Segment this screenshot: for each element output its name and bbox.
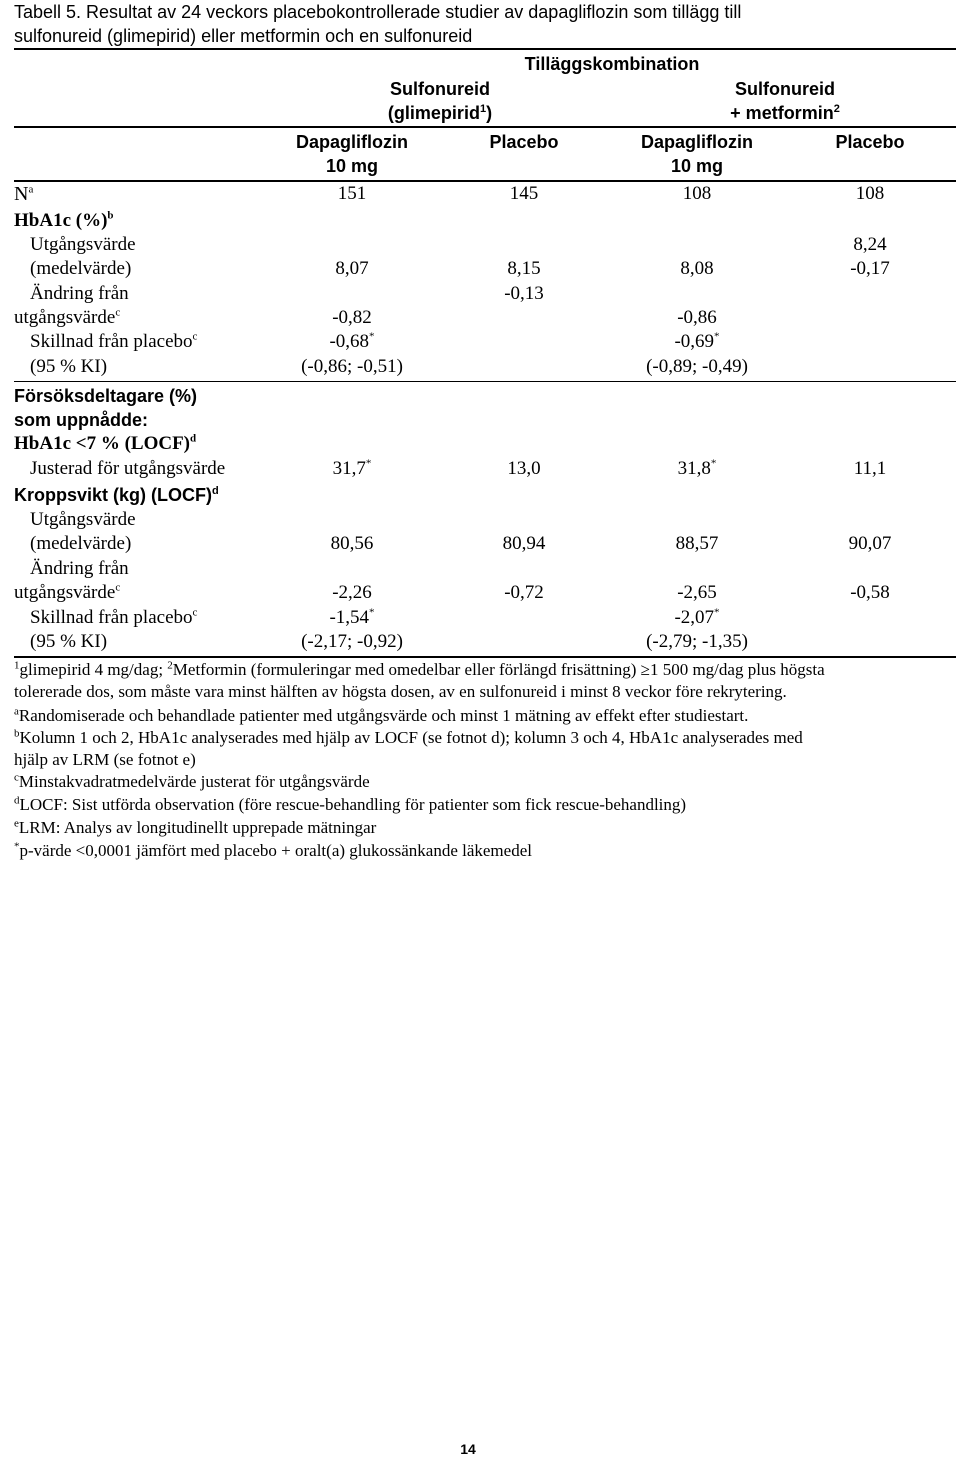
section-rule-1	[14, 381, 956, 382]
label-change-l1: Ändring från	[30, 283, 129, 304]
footnote-1: $^1$glimepirid 4 mg/dag; $^2$Metformin (formuleringar med omedelbar eller förlängd frisättning) ≥1 500 mg/dag plus högsta	[14, 659, 825, 679]
label-adjusted: Justerad för utgångsvärde	[30, 458, 226, 479]
section-weight: Kroppsvikt (kg) (LOCF)$^d$	[14, 485, 219, 505]
table-caption-line-2	[14, 25, 472, 47]
header-bottom-rule	[14, 180, 956, 182]
section-pct-l1: Försöksdeltagare (%)	[14, 386, 198, 406]
cell-w-baseline-3: 88,57	[675, 533, 719, 554]
cell-hba1c-change-1: -0,82	[332, 307, 372, 328]
cell-n-3: 108	[682, 183, 712, 204]
section-pct-l3: HbA1c <7 % (LOCF)$^d$	[14, 432, 197, 454]
cell-hba1c-baseline-4: 8,24	[853, 234, 887, 255]
page-number: 14	[460, 1441, 476, 1457]
label-baseline-l2: (medelvärde)	[30, 258, 132, 279]
cell-hba1c-change-4: -0,17	[850, 258, 890, 279]
label-w-ci: (95 % KI)	[30, 631, 108, 652]
header-col2-name: Placebo	[489, 132, 559, 152]
label-w-baseline-l2: (medelvärde)	[30, 533, 132, 554]
label-baseline-l1: Utgångsvärde	[30, 234, 136, 255]
label-ci: (95 % KI)	[30, 356, 108, 377]
cell-hba1c-diff-1: -0,68*	[329, 330, 375, 352]
header-col1-name: Dapagliflozin	[296, 132, 408, 152]
cell-n-2: 145	[509, 183, 539, 204]
section-hba1c: HbA1c (%)$^b$	[14, 209, 114, 231]
label-w-change-l2: utgångsvärde$^c$	[14, 581, 121, 603]
cell-w-baseline-4: 90,07	[848, 533, 892, 554]
footnote-e: $^e$LRM: Analys av longitudinellt upprepade mätningar	[14, 817, 377, 837]
cell-adj-1: 31,7*	[332, 457, 372, 479]
cell-hba1c-ci-3: (-0,89; -0,49)	[646, 356, 748, 377]
table-caption	[14, 1, 741, 23]
cell-w-ci-1: (-2,17; -0,92)	[301, 631, 403, 652]
cell-adj-3: 31,8*	[677, 457, 717, 479]
footnote-d: $^d$LOCF: Sist utförda observation (före rescue-behandling för patienter som fick rescue-behandling)	[14, 794, 687, 814]
header-col3-name: Dapagliflozin	[641, 132, 753, 152]
cell-w-change-4: -0,58	[850, 582, 890, 603]
cell-w-diff-1: -1,54*	[329, 606, 375, 628]
cell-n-4: 108	[855, 183, 885, 204]
caption-line-1: Tabell 5. Resultat av 24 veckors placebokontrollerade studier av dapagliflozin som tillägg till	[14, 2, 742, 22]
caption-line-2: sulfonureid (glimepirid) eller metformin och en sulfonureid	[14, 26, 473, 46]
top-rule	[14, 48, 956, 50]
header-col4-name: Placebo	[835, 132, 905, 152]
row-n-label: $N^a$	[14, 183, 34, 205]
cell-w-diff-3: -2,07*	[674, 606, 720, 628]
footnote-1-line-2: tolererade dos, som måste vara minst hälften av högsta dosen, av en sulfonureid i minst 8 veckor före rekrytering.	[14, 682, 787, 701]
cell-w-ci-3: (-2,79; -1,35)	[646, 631, 748, 652]
footnote-star: *p-värde <0,0001 jämfört med placebo + oralt(a) glukossänkande läkemedel	[14, 840, 532, 860]
label-diff: Skillnad från placebo$^c$	[30, 330, 198, 352]
cell-hba1c-baseline-3: 8,08	[680, 258, 714, 279]
cell-w-change-2: -0,72	[504, 582, 544, 603]
cell-adj-4: 11,1	[853, 458, 887, 479]
header-col1-dose: 10 mg	[325, 156, 379, 176]
section-pct-l2: som uppnådde:	[14, 410, 148, 430]
cell-adj-2: 13,0	[507, 458, 541, 479]
label-w-diff: Skillnad från placebo$^c$	[30, 606, 198, 628]
label-w-baseline-l1: Utgångsvärde	[30, 509, 136, 530]
cell-n-1: 151	[337, 183, 367, 204]
cell-w-change-1: -2,26	[332, 582, 372, 603]
header-tillagg: Tilläggskombination	[524, 54, 700, 74]
header-rule	[14, 126, 956, 128]
cell-w-change-3: -2,65	[677, 582, 717, 603]
cell-hba1c-change-3: -0,86	[677, 307, 717, 328]
header-group2-l2: + metformin$^2$	[730, 103, 840, 123]
header-col3-dose: 10 mg	[670, 156, 724, 176]
cell-hba1c-baseline-2: 8,15	[507, 258, 541, 279]
section-rule-2	[14, 656, 956, 658]
header-group1-l1: Sulfonureid	[390, 79, 490, 99]
cell-w-baseline-2: 80,94	[502, 533, 546, 554]
footnote-b-line-2: hjälp av LRM (se fotnot e)	[14, 750, 196, 769]
footnote-a: $^a$Randomiserade och behandlade patienter med utgångsvärde och minst 1 mätning av effekt efter studiestart.	[14, 705, 749, 725]
cell-w-baseline-1: 80,56	[330, 533, 374, 554]
label-change-l2: utgångsvärde$^c$	[14, 306, 121, 328]
header-group1-l2: (glimepirid$^1$)	[387, 103, 493, 123]
cell-hba1c-diff-3: -0,69*	[674, 330, 720, 352]
cell-hba1c-ci-1: (-0,86; -0,51)	[301, 356, 403, 377]
footnote-c: $^c$Minstakvadratmedelvärde justerat för utgångsvärde	[14, 771, 370, 791]
footnote-b: $^b$Kolumn 1 och 2, HbA1c analyserades med hjälp av LOCF (se fotnot d); kolumn 3 och 4, HbA1c analyserades med	[14, 727, 803, 747]
cell-hba1c-change-2: -0,13	[504, 283, 544, 304]
header-group2-l1: Sulfonureid	[735, 79, 835, 99]
label-w-change-l1: Ändring från	[30, 558, 129, 579]
cell-hba1c-baseline-1: 8,07	[335, 258, 369, 279]
